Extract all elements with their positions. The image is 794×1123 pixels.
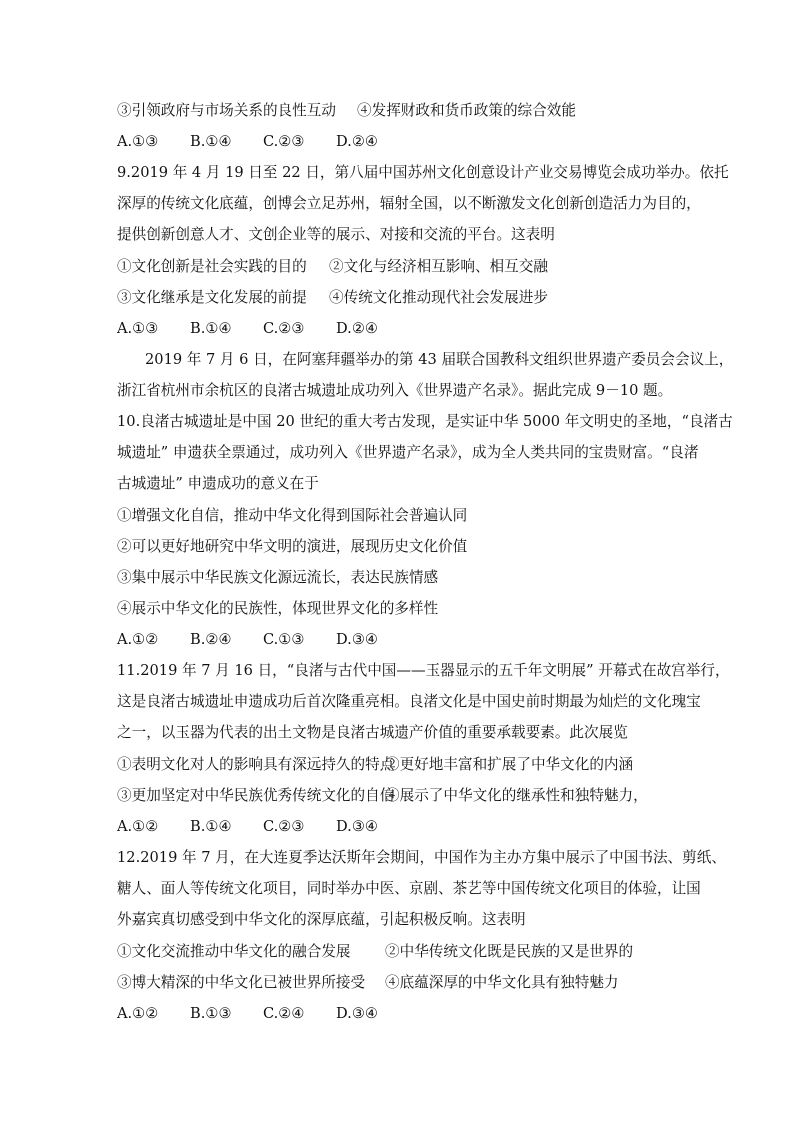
q8-option-d[interactable]: D.②④ xyxy=(336,133,378,150)
q12-choices-1-2 xyxy=(117,942,634,962)
q9-option-c[interactable]: C.②③ xyxy=(263,320,305,337)
q10-choice-4: ④展示中华文化的民族性，体现世界文化的多样性 xyxy=(117,600,439,617)
q10-choice-3: ③集中展示中华民族文化源远流长，表达民族情感 xyxy=(117,569,439,586)
q10-stem-line-3: 古城遗址” 申遗成功的意义在于 xyxy=(117,475,319,492)
q10-stem-line-2: 城遗址” 申遗获全票通过，成功列入《世界遗产名录》，成为全人类共同的宝贵财富。“良渚 xyxy=(117,444,699,461)
q12-stem-line-2: 糖人、面人等传统文化项目，同时举办中医、京剧、茶艺等中国传统文化项目的体验，让国 xyxy=(117,880,701,897)
q11-choices-3-4 xyxy=(117,786,648,806)
q10-options xyxy=(117,630,409,650)
q9-choices-3-4 xyxy=(117,288,548,308)
q10-option-c[interactable]: C.①③ xyxy=(263,631,305,648)
q9-option-d[interactable]: D.②④ xyxy=(336,320,378,337)
q12-choice-1: ①文化交流推动中华文化的融合发展 xyxy=(117,943,351,960)
q12-stem-line-1: 12.2019 年 7 月，在大连夏季达沃斯年会期间，中国作为主办方集中展示了中国书法、剪纸、 xyxy=(117,849,726,866)
q9-choice-2: ②文化与经济相互影响、相互交融 xyxy=(329,258,548,275)
q11-stem-line-2: 这是良渚古城遗址申遗成功后首次隆重亮相。良渚文化是中国史前时期最为灿烂的文化瑰宝 xyxy=(117,693,701,710)
q10-option-d[interactable]: D.③④ xyxy=(336,631,378,648)
q12-option-c[interactable]: C.②④ xyxy=(263,1005,305,1022)
q11-stem-line-3: 之一，以玉器为代表的出土文物是良渚古城遗产价值的重要承载要素。此次展览 xyxy=(117,724,628,741)
q11-option-b[interactable]: B.①④ xyxy=(190,818,232,835)
q11-choice-3: ③更加坚定对中华民族优秀传统文化的自信 xyxy=(117,787,395,804)
q9-stem-line-2: 深厚的传统文化底蕴，创博会立足苏州，辐射全国，以不断激发文化创新创造活力为目的， xyxy=(117,195,701,212)
q12-stem-line-3: 外嘉宾真切感受到中华文化的深厚底蕴，引起积极反响。这表明 xyxy=(117,911,526,928)
q12-option-b[interactable]: B.①③ xyxy=(190,1005,232,1022)
q9-options xyxy=(117,319,409,339)
q12-choice-3: ③博大精深的中华文化已被世界所接受 xyxy=(117,974,366,991)
q11-choice-1: ①表明文化对人的影响具有深远持久的特点 xyxy=(117,756,395,773)
q11-stem-line-1: 11.2019 年 7 月 16 日，“良渚与古代中国——玉器显示的五千年文明展” 开幕式在故宫举行， xyxy=(117,662,730,679)
q11-option-d[interactable]: D.③④ xyxy=(336,818,378,835)
q9-option-a[interactable]: A.①③ xyxy=(117,320,159,337)
q12-choices-3-4 xyxy=(117,973,619,993)
q12-option-a[interactable]: A.①② xyxy=(117,1005,159,1022)
q8-choices-3-4 xyxy=(117,101,576,121)
q8-option-a[interactable]: A.①③ xyxy=(117,133,159,150)
q9-stem-line-1: 9.2019 年 4 月 19 日至 22 日，第八届中国苏州文化创意设计产业交易博览会成功举办。依托 xyxy=(117,164,729,181)
q9-choice-1: ①文化创新是社会实践的目的 xyxy=(117,258,307,275)
q10-choice-2: ②可以更好地研究中华文明的演进，展现历史文化价值 xyxy=(117,538,468,555)
q10-option-a[interactable]: A.①② xyxy=(117,631,159,648)
q9-stem-line-3: 提供创新创意人才、文创企业等的展示、对接和交流的平台。这表明 xyxy=(117,226,555,243)
q8-option-c[interactable]: C.②③ xyxy=(263,133,305,150)
q9-option-b[interactable]: B.①④ xyxy=(190,320,232,337)
q11-choice-2: ②更好地丰富和扩展了中华文化的内涵 xyxy=(385,756,634,773)
q9-choices-1-2 xyxy=(117,257,548,277)
q8-option-b[interactable]: B.①④ xyxy=(190,133,232,150)
q12-option-d[interactable]: D.③④ xyxy=(336,1005,378,1022)
q9-choice-3: ③文化继承是文化发展的前提 xyxy=(117,289,307,306)
material-line-2: 浙江省杭州市余杭区的良渚古城遗址成功列入《世界遗产名录》。据此完成 9－10 题。 xyxy=(117,382,673,399)
q12-options xyxy=(117,1004,409,1024)
q11-choice-4: ④展示了中华文化的继承性和独特魅力， xyxy=(385,787,648,804)
q12-choice-4: ④底蕴深厚的中华文化具有独特魅力 xyxy=(385,974,619,991)
q11-option-a[interactable]: A.①② xyxy=(117,818,159,835)
material-line-1: 2019 年 7 月 6 日，在阿塞拜疆举办的第 43 届联合国教科文组织世界遗产委员会会议上， xyxy=(145,351,734,368)
q8-choice-3: ③引领政府与市场关系的良性互动 xyxy=(117,102,336,119)
q8-options xyxy=(117,132,409,152)
q11-choices-1-2 xyxy=(117,755,634,775)
q11-options xyxy=(117,817,409,837)
q10-stem-line-1: 10.良渚古城遗址是中国 20 世纪的重大考古发现，是实证中华 5000 年文明史的圣地，“良渚古 xyxy=(117,413,733,430)
q10-choice-1: ①增强文化自信，推动中华文化得到国际社会普遍认同 xyxy=(117,507,468,524)
q11-option-c[interactable]: C.②③ xyxy=(263,818,305,835)
q9-choice-4: ④传统文化推动现代社会发展进步 xyxy=(329,289,548,306)
q12-choice-2: ②中华传统文化既是民族的又是世界的 xyxy=(385,943,634,960)
q10-option-b[interactable]: B.②④ xyxy=(190,631,232,648)
q8-choice-4: ④发挥财政和货币政策的综合效能 xyxy=(357,102,576,119)
